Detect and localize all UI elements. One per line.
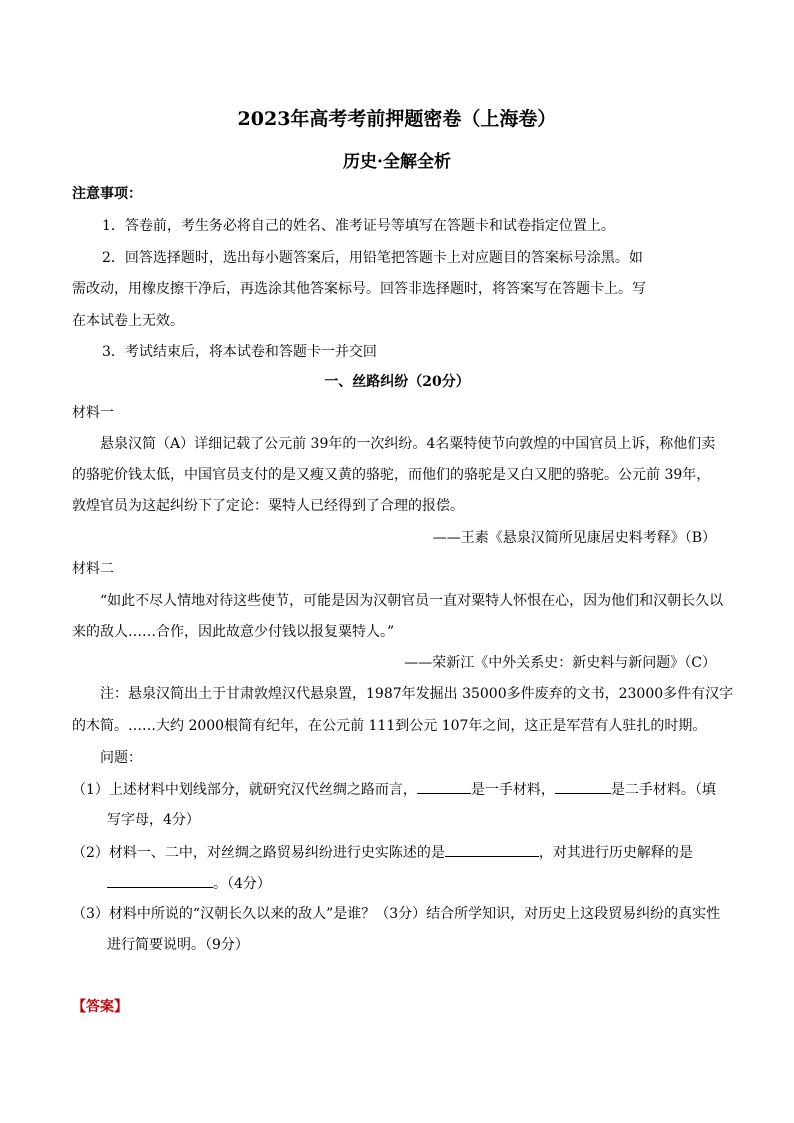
notice-item-2-line-2: 需改动，用橡皮擦干净后，再选涂其他答案标号。回答非选择题时，将答案写在答题卡上。写 <box>72 281 646 297</box>
answer-label: 【答案】 <box>72 999 128 1015</box>
question-2-line-2 <box>107 873 271 894</box>
material-2-note-line-2: 的木简。……大约 2000根简有纪年，在公元前 111到公元 107年之间，这正是军营有人驻扎的时期。 <box>72 718 707 734</box>
answer-blank-1[interactable] <box>417 779 471 794</box>
section-heading: 一、丝路纠纷（20分） <box>324 374 470 390</box>
answer-blank-2[interactable] <box>555 779 611 794</box>
material-1-line-1: 悬泉汉简（A）详细记载了公元前 39年的一次纠纷。4名粟特使节向敦煌的中国官员上诉，称他们卖 <box>100 436 716 452</box>
question-1-text-c: 是二手材料。（填 <box>610 782 716 798</box>
material-1-line-3: 敦煌官员为这起纠纷下了定论：粟特人已经得到了合理的报偿。 <box>72 498 464 514</box>
material-2-note-line-1: 注：悬泉汉简出土于甘肃敦煌汉代悬泉置，1987年发掘出 35000多件废弃的文书，23000多件有汉字 <box>100 686 734 702</box>
material-1-line-2: 的骆驼价钱太低，中国官员支付的是又瘦又黄的骆驼，而他们的骆驼是又白又肥的骆驼。公元前 39年， <box>72 467 711 483</box>
notice-item-2-line-3: 在本试卷上无效。 <box>72 313 184 329</box>
material-2-line-2: 来的敌人……合作，因此故意少付钱以报复粟特人。” <box>72 624 395 640</box>
notice-item-2-line-1: 2．回答选择题时，选出每小题答案后，用铅笔把答题卡上对应题目的答案标号涂黑。如 <box>102 250 643 266</box>
answer-blank-3[interactable] <box>445 842 539 857</box>
page-title: 2023年高考考前押题密卷（上海卷） <box>237 108 557 130</box>
material-2-source: ——荣新江《中外关系史：新史料与新问题》（C） <box>404 655 716 671</box>
question-2-text-a: （2）材料一、二中，对丝绸之路贸易纠纷进行史实陈述的是 <box>72 845 445 861</box>
notice-heading: 注意事项： <box>72 186 142 202</box>
notice-item-3: 3．考试结束后，将本试卷和答题卡一并交回 <box>102 344 377 360</box>
question-1-line-1 <box>72 779 716 800</box>
page-subtitle: 历史·全解全析 <box>343 152 451 172</box>
notice-item-1: 1．答卷前，考生务必将自己的姓名、准考证号等填写在答题卡和试卷指定位置上。 <box>102 218 615 234</box>
question-1-text-a: （1）上述材料中划线部分，就研究汉代丝绸之路而言， <box>72 782 417 798</box>
question-3-line-2: 进行简要说明。（9分） <box>107 937 249 953</box>
question-2-text-b: ，对其进行历史解释的是 <box>538 845 693 861</box>
question-3-line-1: （3）材料中所说的“汉朝长久以来的敌人”是谁？（3分）结合所学知识，对历史上这段贸易纠纷的真实性 <box>72 906 721 922</box>
material-2-label: 材料二 <box>72 561 114 577</box>
question-1-line-2: 写字母，4分） <box>107 812 200 828</box>
question-2-text-c: 。（4分） <box>213 876 271 892</box>
answer-blank-4[interactable] <box>107 873 213 888</box>
material-1-source: ——王素《悬泉汉简所见康居史料考释》（B） <box>432 530 716 546</box>
questions-label: 问题： <box>100 750 142 766</box>
material-1-label: 材料一 <box>72 405 114 421</box>
question-2-line-1 <box>72 842 693 863</box>
question-1-text-b: 是一手材料， <box>470 782 555 798</box>
material-2-line-1: “如此不尽人情地对待这些使节，可能是因为汉朝官员一直对粟特人怀恨在心，因为他们和汉朝长久以 <box>100 593 724 609</box>
